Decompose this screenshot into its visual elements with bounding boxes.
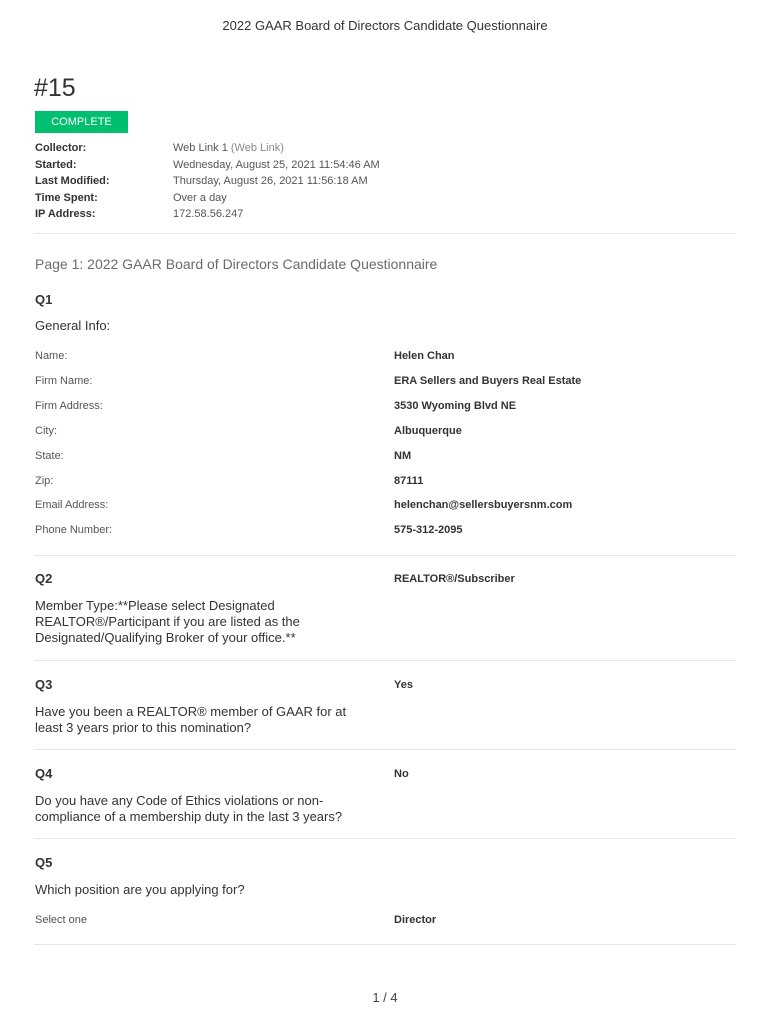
field-label: Name: <box>35 350 68 362</box>
meta-value <box>173 140 284 157</box>
meta-value: Over a day <box>173 191 227 204</box>
question-number: Q5 <box>35 855 53 870</box>
field-label: Email Address: <box>35 499 109 511</box>
answer-value: Yes <box>394 679 413 691</box>
divider <box>34 749 736 750</box>
collector-type: (Web Link) <box>230 142 284 154</box>
meta-label: IP Address: <box>35 208 96 220</box>
document-title: 2022 GAAR Board of Directors Candidate Questionnaire <box>222 18 548 33</box>
collector-name: Web Link 1 <box>173 142 228 154</box>
question-number: Q3 <box>35 677 53 692</box>
meta-row-time-spent <box>35 190 380 207</box>
field-label: Select one <box>35 914 87 926</box>
meta-label: Time Spent: <box>35 191 98 204</box>
field-value: 3530 Wyoming Blvd NE <box>394 400 517 412</box>
page-number: 1 / 4 <box>372 990 398 1005</box>
question-text: Member Type:**Please select Designated REALTOR®/Participant if you are listed as the Designated/Qualifying Broker of your office.** <box>35 598 300 645</box>
meta-label: Started: <box>35 158 77 171</box>
answer-value: REALTOR®/Subscriber <box>394 573 515 585</box>
field-label: Zip: <box>35 475 54 487</box>
question-number: Q2 <box>35 571 53 586</box>
status-badge: COMPLETE <box>35 111 128 133</box>
field-label: Firm Address: <box>35 400 103 412</box>
divider <box>34 944 736 945</box>
question-text: General Info: <box>35 318 111 333</box>
field-value: NM <box>394 450 412 462</box>
question-number: Q4 <box>35 766 53 781</box>
field-value: helenchan@sellersbuyersnm.com <box>394 499 573 511</box>
question-text: Have you been a REALTOR® member of GAAR for at least 3 years prior to this nomination? <box>35 704 347 735</box>
meta-value: 172.58.56.247 <box>173 208 244 220</box>
answer-value: Director <box>394 914 437 926</box>
question-text: Which position are you applying for? <box>35 882 245 897</box>
meta-value: Wednesday, August 25, 2021 11:54:46 AM <box>173 158 380 171</box>
meta-row-last-modified <box>35 173 380 190</box>
divider <box>34 555 736 556</box>
meta-value: Thursday, August 26, 2021 11:56:18 AM <box>173 175 368 187</box>
question-number: Q1 <box>35 292 53 307</box>
answer-value: No <box>394 768 409 780</box>
meta-row-started <box>35 157 380 174</box>
field-value: ERA Sellers and Buyers Real Estate <box>394 375 582 387</box>
question-text: Do you have any Code of Ethics violations or non-compliance of a membership duty in the last 3 years? <box>35 793 343 824</box>
meta-label: Collector: <box>35 142 87 154</box>
meta-row-collector <box>35 140 380 157</box>
meta-row-ip-address <box>35 206 380 223</box>
field-label: State: <box>35 450 64 462</box>
field-value: Helen Chan <box>394 350 455 362</box>
meta-label: Last Modified: <box>35 175 110 187</box>
field-value: 575-312-2095 <box>394 524 463 536</box>
divider <box>34 660 736 661</box>
field-value: 87111 <box>394 475 424 487</box>
divider <box>34 838 736 839</box>
field-label: Phone Number: <box>35 524 113 536</box>
divider <box>34 233 736 234</box>
response-number: #15 <box>34 74 76 102</box>
page-heading: Page 1: 2022 GAAR Board of Directors Candidate Questionnaire <box>35 256 438 272</box>
field-value: Albuquerque <box>394 425 462 437</box>
field-label: City: <box>35 425 57 437</box>
field-label: Firm Name: <box>35 375 93 387</box>
response-metadata <box>35 140 380 223</box>
